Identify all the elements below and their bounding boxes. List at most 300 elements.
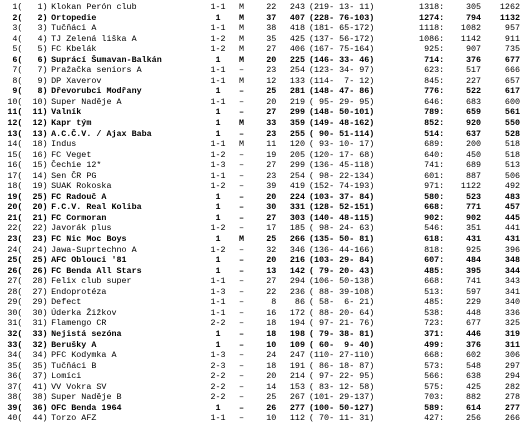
team-name-cell: Endoprotéza — [51, 286, 107, 297]
ratio-left-cell: 607: — [424, 255, 445, 266]
total-cell: 331 — [289, 202, 305, 213]
form-cell: 1-1 — [210, 276, 226, 287]
ratio-right-cell: 689 — [465, 160, 482, 171]
form-cell: 1-2 — [210, 44, 226, 55]
rank-cell: 9 — [12, 86, 18, 97]
ratio-right-cell: 637 — [465, 128, 482, 139]
form-cell: 1 — [215, 86, 221, 97]
previous-rank-cell: ( 12) — [17, 118, 48, 129]
team-name-cell: FC Nic Moc Boys — [51, 234, 127, 245]
count-cell: 10 — [266, 413, 277, 424]
ratio-left-cell: 703: — [424, 392, 445, 403]
flag-cell: – — [239, 128, 245, 139]
form-cell: 1 — [215, 328, 221, 339]
total-cell: 133 — [289, 75, 305, 86]
flag-cell: M — [239, 12, 245, 23]
points-cell: 441 — [504, 223, 520, 234]
ratio-left-cell: 723: — [424, 318, 445, 329]
ratio-left-cell: 427: — [424, 413, 445, 424]
table-row — [0, 86, 520, 97]
rank-cell: 33 — [7, 339, 18, 350]
points-cell: 600 — [504, 96, 520, 107]
flag-cell: – — [239, 413, 245, 424]
flag-cell: – — [239, 307, 245, 318]
count-cell: 20 — [266, 54, 277, 65]
ratio-left-cell: 852: — [424, 118, 445, 129]
points-cell: 340 — [504, 297, 520, 308]
points-cell: 561 — [504, 107, 520, 118]
points-cell: 1132 — [499, 12, 520, 23]
table-row — [0, 234, 520, 245]
rank-cell: 17 — [7, 170, 18, 181]
count-cell: 23 — [266, 65, 277, 76]
points-cell: 445 — [504, 212, 520, 223]
points-cell: 957 — [504, 23, 520, 34]
table-row — [0, 403, 520, 414]
count-cell: 20 — [266, 255, 277, 266]
count-cell: 38 — [266, 23, 277, 34]
flag-cell: – — [239, 86, 245, 97]
total-cell: 303 — [289, 212, 305, 223]
count-cell: 18 — [266, 328, 277, 339]
points-cell: 336 — [504, 307, 520, 318]
table-row — [0, 371, 520, 382]
flag-cell: – — [239, 297, 245, 308]
flag-cell: M — [239, 2, 245, 12]
table-row — [0, 329, 520, 340]
form-cell: 1-1 — [210, 23, 226, 34]
previous-rank-cell: ( 36) — [17, 402, 48, 413]
team-name-cell: Felix club super — [51, 276, 132, 287]
count-cell: 27 — [266, 44, 277, 55]
score-breakdown-cell: (128- 52-151) — [308, 202, 375, 213]
table-row — [0, 287, 520, 298]
score-breakdown-cell: ( 98- 24- 63) — [308, 223, 375, 234]
ratio-right-cell: 887 — [465, 170, 482, 181]
points-cell: 666 — [504, 65, 520, 76]
ratio-left-cell: 514: — [424, 128, 445, 139]
flag-cell: – — [239, 381, 245, 392]
table-row — [0, 340, 520, 351]
table-row — [0, 255, 520, 266]
score-breakdown-cell: ( 98- 22-134) — [308, 170, 375, 181]
ratio-right-cell: 446 — [465, 328, 482, 339]
table-row — [0, 107, 520, 118]
table-row — [0, 76, 520, 87]
table-row — [0, 297, 520, 308]
flag-cell: M — [239, 234, 245, 245]
ratio-right-cell: 771 — [465, 202, 482, 213]
table-row — [0, 129, 520, 140]
table-row — [0, 382, 520, 393]
points-cell: 513 — [504, 160, 520, 171]
ratio-left-cell: 789: — [424, 107, 445, 118]
team-name-cell: Suprácí Šumavan-Balkán — [51, 54, 162, 65]
flag-cell: – — [239, 202, 245, 213]
count-cell: 30 — [266, 202, 277, 213]
team-name-cell: Lomíci — [51, 371, 82, 382]
previous-rank-cell: ( 16) — [17, 149, 48, 160]
ratio-left-cell: 573: — [424, 360, 445, 371]
points-cell: 457 — [504, 202, 520, 213]
ratio-left-cell: 668: — [424, 350, 445, 361]
team-name-cell: Kapr tým — [51, 118, 92, 129]
previous-rank-cell: ( 44) — [17, 413, 48, 424]
count-cell: 12 — [266, 75, 277, 86]
score-breakdown-cell: (181- 65-172) — [308, 23, 375, 34]
table-row — [0, 202, 520, 213]
flag-cell: M — [239, 54, 245, 65]
form-cell: 1 — [215, 265, 221, 276]
score-breakdown-cell: ( 95- 29- 95) — [308, 96, 375, 107]
count-cell: 27 — [266, 212, 277, 223]
flag-cell: – — [239, 212, 245, 223]
table-row — [0, 276, 520, 287]
rank-cell: 29 — [7, 297, 18, 308]
ratio-right-cell: 1142 — [460, 33, 482, 44]
count-cell: 22 — [266, 2, 277, 12]
ratio-right-cell: 925 — [465, 244, 482, 255]
form-cell: 1 — [215, 402, 221, 413]
team-name-cell: VV Vokra SV — [51, 381, 107, 392]
team-name-cell: Pražačka seniors A — [51, 65, 142, 76]
ratio-left-cell: 546: — [424, 223, 445, 234]
total-cell: 198 — [289, 328, 305, 339]
total-cell: 185 — [289, 223, 305, 234]
flag-cell: – — [239, 265, 245, 276]
ratio-right-cell: 614 — [465, 402, 482, 413]
previous-rank-cell: ( 25) — [17, 255, 48, 266]
score-breakdown-cell: ( 88- 20- 64) — [308, 307, 375, 318]
rank-cell: 5 — [12, 44, 18, 55]
rank-cell: 39 — [7, 402, 18, 413]
rank-cell: 36 — [7, 371, 18, 382]
count-cell: 23 — [266, 170, 277, 181]
count-cell: 35 — [266, 33, 277, 44]
count-cell: 32 — [266, 244, 277, 255]
previous-rank-cell: ( 31) — [17, 318, 48, 329]
score-breakdown-cell: (114- 7- 12) — [308, 75, 375, 86]
score-breakdown-cell: (137- 56-172) — [308, 33, 375, 44]
form-cell: 1-1 — [210, 139, 226, 150]
ratio-right-cell: 450 — [465, 149, 482, 160]
team-name-cell: A.C.Č.V. / Ajax Baba — [51, 128, 152, 139]
total-cell: 254 — [289, 65, 305, 76]
team-name-cell: Sen ČR PG — [51, 170, 97, 181]
table-row — [0, 150, 520, 161]
flag-cell: – — [239, 170, 245, 181]
points-cell: 319 — [504, 328, 520, 339]
rank-cell: 27 — [7, 276, 18, 287]
score-breakdown-cell: (149- 48-162) — [308, 118, 375, 129]
rank-cell: 35 — [7, 360, 18, 371]
score-breakdown-cell: ( 93- 10- 17) — [308, 139, 375, 150]
score-breakdown-cell: (140- 48-115) — [308, 212, 375, 223]
total-cell: 346 — [289, 244, 305, 255]
rank-cell: 7 — [12, 65, 18, 76]
score-breakdown-cell: (101- 29-137) — [308, 392, 375, 403]
table-row — [0, 139, 520, 150]
ratio-left-cell: 580: — [424, 191, 445, 202]
points-cell: 518 — [504, 139, 520, 150]
previous-rank-cell: ( 11) — [17, 107, 48, 118]
rank-cell: 16 — [7, 160, 18, 171]
previous-rank-cell: ( 23) — [17, 234, 48, 245]
flag-cell: M — [239, 139, 245, 150]
score-breakdown-cell: (103- 29- 84) — [308, 255, 375, 266]
points-cell: 396 — [504, 244, 520, 255]
ratio-left-cell: 1274: — [419, 12, 445, 23]
form-cell: 2-2 — [210, 318, 226, 329]
table-row — [0, 34, 520, 45]
ratio-right-cell: 448 — [465, 307, 482, 318]
form-cell: 1 — [215, 191, 221, 202]
team-name-cell: Ortopedie — [51, 12, 97, 23]
flag-cell: – — [239, 328, 245, 339]
rank-cell: 31 — [7, 318, 18, 329]
count-cell: 23 — [266, 128, 277, 139]
count-cell: 18 — [266, 318, 277, 329]
count-cell: 33 — [266, 118, 277, 129]
rank-cell: 2 — [12, 12, 18, 23]
rank-cell: 26 — [7, 265, 18, 276]
ratio-left-cell: 618: — [424, 234, 445, 245]
rank-cell: 6 — [12, 54, 18, 65]
ratio-left-cell: 1118: — [419, 23, 445, 34]
total-cell: 425 — [289, 33, 305, 44]
flag-cell: – — [239, 149, 245, 160]
ratio-left-cell: 575: — [424, 381, 445, 392]
rank-cell: 12 — [7, 118, 18, 129]
previous-rank-cell: ( 9) — [17, 75, 48, 86]
team-name-cell: FC Radouč A — [51, 191, 107, 202]
total-cell: 112 — [289, 413, 305, 424]
ratio-left-cell: 1086: — [419, 33, 445, 44]
form-cell: 1-1 — [210, 96, 226, 107]
points-cell: 343 — [504, 276, 520, 287]
score-breakdown-cell: (120- 17- 68) — [308, 149, 375, 160]
ratio-left-cell: 776: — [424, 86, 445, 97]
table-row — [0, 118, 520, 129]
rank-cell: 14 — [7, 139, 18, 150]
ratio-left-cell: 818: — [424, 244, 445, 255]
rank-cell: 24 — [7, 244, 18, 255]
team-name-cell: SUAK Rokoska — [51, 181, 112, 192]
ratio-right-cell: 431 — [465, 234, 482, 245]
form-cell: 1 — [215, 118, 221, 129]
table-row — [0, 13, 520, 24]
points-cell: 911 — [504, 33, 520, 44]
flag-cell: – — [239, 244, 245, 255]
score-breakdown-cell: ( 86- 18- 87) — [308, 360, 375, 371]
total-cell: 299 — [289, 160, 305, 171]
previous-rank-cell: ( 22) — [17, 223, 48, 234]
team-name-cell: Úderka Žižkov — [51, 307, 117, 318]
total-cell: 205 — [289, 149, 305, 160]
total-cell: 153 — [289, 381, 305, 392]
count-cell: 20 — [266, 96, 277, 107]
flag-cell: M — [239, 75, 245, 86]
points-cell: 266 — [504, 413, 520, 424]
ratio-left-cell: 371: — [424, 328, 445, 339]
ratio-left-cell: 499: — [424, 339, 445, 350]
form-cell: 1 — [215, 107, 221, 118]
team-name-cell: FC Veget — [51, 149, 92, 160]
previous-rank-cell: ( 5) — [17, 44, 48, 55]
table-row — [0, 361, 520, 372]
points-cell: 344 — [504, 265, 520, 276]
flag-cell: – — [239, 107, 245, 118]
table-row — [0, 308, 520, 319]
previous-rank-cell: ( 30) — [17, 307, 48, 318]
form-cell: 2-2 — [210, 392, 226, 403]
flag-cell: – — [239, 191, 245, 202]
ratio-right-cell: 522 — [465, 86, 482, 97]
team-name-cell: DP Xaverov — [51, 75, 102, 86]
points-cell: 348 — [504, 255, 520, 266]
points-cell: 492 — [504, 181, 520, 192]
score-breakdown-cell: (148- 47- 86) — [308, 86, 375, 97]
score-breakdown-cell: ( 60- 9- 40) — [308, 339, 375, 350]
form-cell: 1 — [215, 255, 221, 266]
previous-rank-cell: ( 27) — [17, 286, 48, 297]
rank-cell: 21 — [7, 212, 18, 223]
count-cell: 8 — [271, 297, 277, 308]
total-cell: 216 — [289, 255, 305, 266]
ratio-left-cell: 668: — [424, 202, 445, 213]
score-breakdown-cell: (106- 50-138) — [308, 276, 375, 287]
points-cell: 617 — [504, 86, 520, 97]
total-cell: 191 — [289, 360, 305, 371]
previous-rank-cell: ( 14) — [17, 170, 48, 181]
score-breakdown-cell: ( 79- 38- 81) — [308, 328, 375, 339]
score-breakdown-cell: (135- 50- 81) — [308, 234, 375, 245]
total-cell: 172 — [289, 307, 305, 318]
table-row — [0, 413, 520, 424]
form-cell: 1 — [215, 128, 221, 139]
team-name-cell: OFC Benda 1964 — [51, 402, 122, 413]
form-cell: 1 — [215, 12, 221, 23]
ratio-right-cell: 1122 — [460, 181, 482, 192]
ratio-right-cell: 376 — [465, 54, 482, 65]
form-cell: 1-2 — [210, 181, 226, 192]
rank-cell: 23 — [7, 234, 18, 245]
points-cell: 528 — [504, 128, 520, 139]
score-breakdown-cell: ( 83- 12- 58) — [308, 381, 375, 392]
flag-cell: – — [239, 360, 245, 371]
score-breakdown-cell: (219- 13- 11) — [308, 2, 375, 12]
ratio-left-cell: 623: — [424, 65, 445, 76]
previous-rank-cell: ( 34) — [17, 350, 48, 361]
ratio-right-cell: 351 — [465, 223, 482, 234]
points-cell: 1262 — [499, 2, 520, 12]
ratio-left-cell: 646: — [424, 96, 445, 107]
points-cell: 277 — [504, 402, 520, 413]
table-row — [0, 44, 520, 55]
form-cell: 2-3 — [210, 360, 226, 371]
ratio-right-cell: 395 — [465, 265, 482, 276]
ratio-left-cell: 589: — [424, 402, 445, 413]
points-cell: 306 — [504, 350, 520, 361]
form-cell: 1-2 — [210, 149, 226, 160]
score-breakdown-cell: ( 79- 20- 43) — [308, 265, 375, 276]
previous-rank-cell: ( 6) — [17, 54, 48, 65]
total-cell: 281 — [289, 86, 305, 97]
form-cell: 1-2 — [210, 33, 226, 44]
total-cell: 277 — [289, 402, 305, 413]
rank-cell: 4 — [12, 33, 18, 44]
ratio-right-cell: 920 — [465, 118, 482, 129]
count-cell: 22 — [266, 286, 277, 297]
count-cell: 25 — [266, 392, 277, 403]
total-cell: 243 — [289, 2, 305, 12]
score-breakdown-cell: (228- 76-103) — [308, 12, 375, 23]
table-row — [0, 181, 520, 192]
points-cell: 278 — [504, 392, 520, 403]
flag-cell: M — [239, 44, 245, 55]
points-cell: 294 — [504, 371, 520, 382]
ratio-right-cell: 597 — [465, 286, 482, 297]
form-cell: 1-1 — [210, 307, 226, 318]
previous-rank-cell: ( 13) — [17, 128, 48, 139]
total-cell: 419 — [289, 181, 305, 192]
count-cell: 20 — [266, 191, 277, 202]
points-cell: 550 — [504, 118, 520, 129]
team-name-cell: Tučňáci B — [51, 360, 97, 371]
ratio-right-cell: 1082 — [460, 23, 482, 34]
form-cell: 1 — [215, 202, 221, 213]
rank-cell: 13 — [7, 128, 18, 139]
count-cell: 37 — [266, 12, 277, 23]
flag-cell: – — [239, 286, 245, 297]
flag-cell: – — [239, 96, 245, 107]
ratio-right-cell: 305 — [465, 2, 482, 12]
form-cell: 1-3 — [210, 160, 226, 171]
table-row — [0, 213, 520, 224]
score-breakdown-cell: ( 90- 51-114) — [308, 128, 375, 139]
total-cell: 294 — [289, 276, 305, 287]
score-breakdown-cell: (103- 37- 84) — [308, 191, 375, 202]
form-cell: 2-2 — [210, 371, 226, 382]
rank-cell: 8 — [12, 75, 18, 86]
ratio-left-cell: 1318: — [419, 2, 445, 12]
table-row — [0, 392, 520, 403]
team-name-cell: Super Naděje A — [51, 96, 122, 107]
rank-cell: 38 — [7, 392, 18, 403]
team-name-cell: Tučňáci A — [51, 23, 97, 34]
flag-cell: – — [239, 318, 245, 329]
team-name-cell: AFC Oblouci '81 — [51, 255, 127, 266]
flag-cell: – — [239, 402, 245, 413]
team-name-cell: PFC Kodymka A — [51, 350, 117, 361]
previous-rank-cell: ( 37) — [17, 371, 48, 382]
total-cell: 406 — [289, 44, 305, 55]
total-cell: 214 — [289, 371, 305, 382]
ratio-right-cell: 376 — [465, 339, 482, 350]
ratio-left-cell: 485: — [424, 265, 445, 276]
total-cell: 86 — [294, 297, 305, 308]
flag-cell: – — [239, 255, 245, 266]
flag-cell: – — [239, 276, 245, 287]
ratio-right-cell: 256 — [465, 413, 482, 424]
total-cell: 247 — [289, 350, 305, 361]
points-cell: 431 — [504, 234, 520, 245]
team-name-cell: TJ Zelená liška A — [51, 33, 137, 44]
rank-cell: 10 — [7, 96, 18, 107]
points-cell: 341 — [504, 286, 520, 297]
previous-rank-cell: ( 29) — [17, 297, 48, 308]
ratio-left-cell: 689: — [424, 139, 445, 150]
